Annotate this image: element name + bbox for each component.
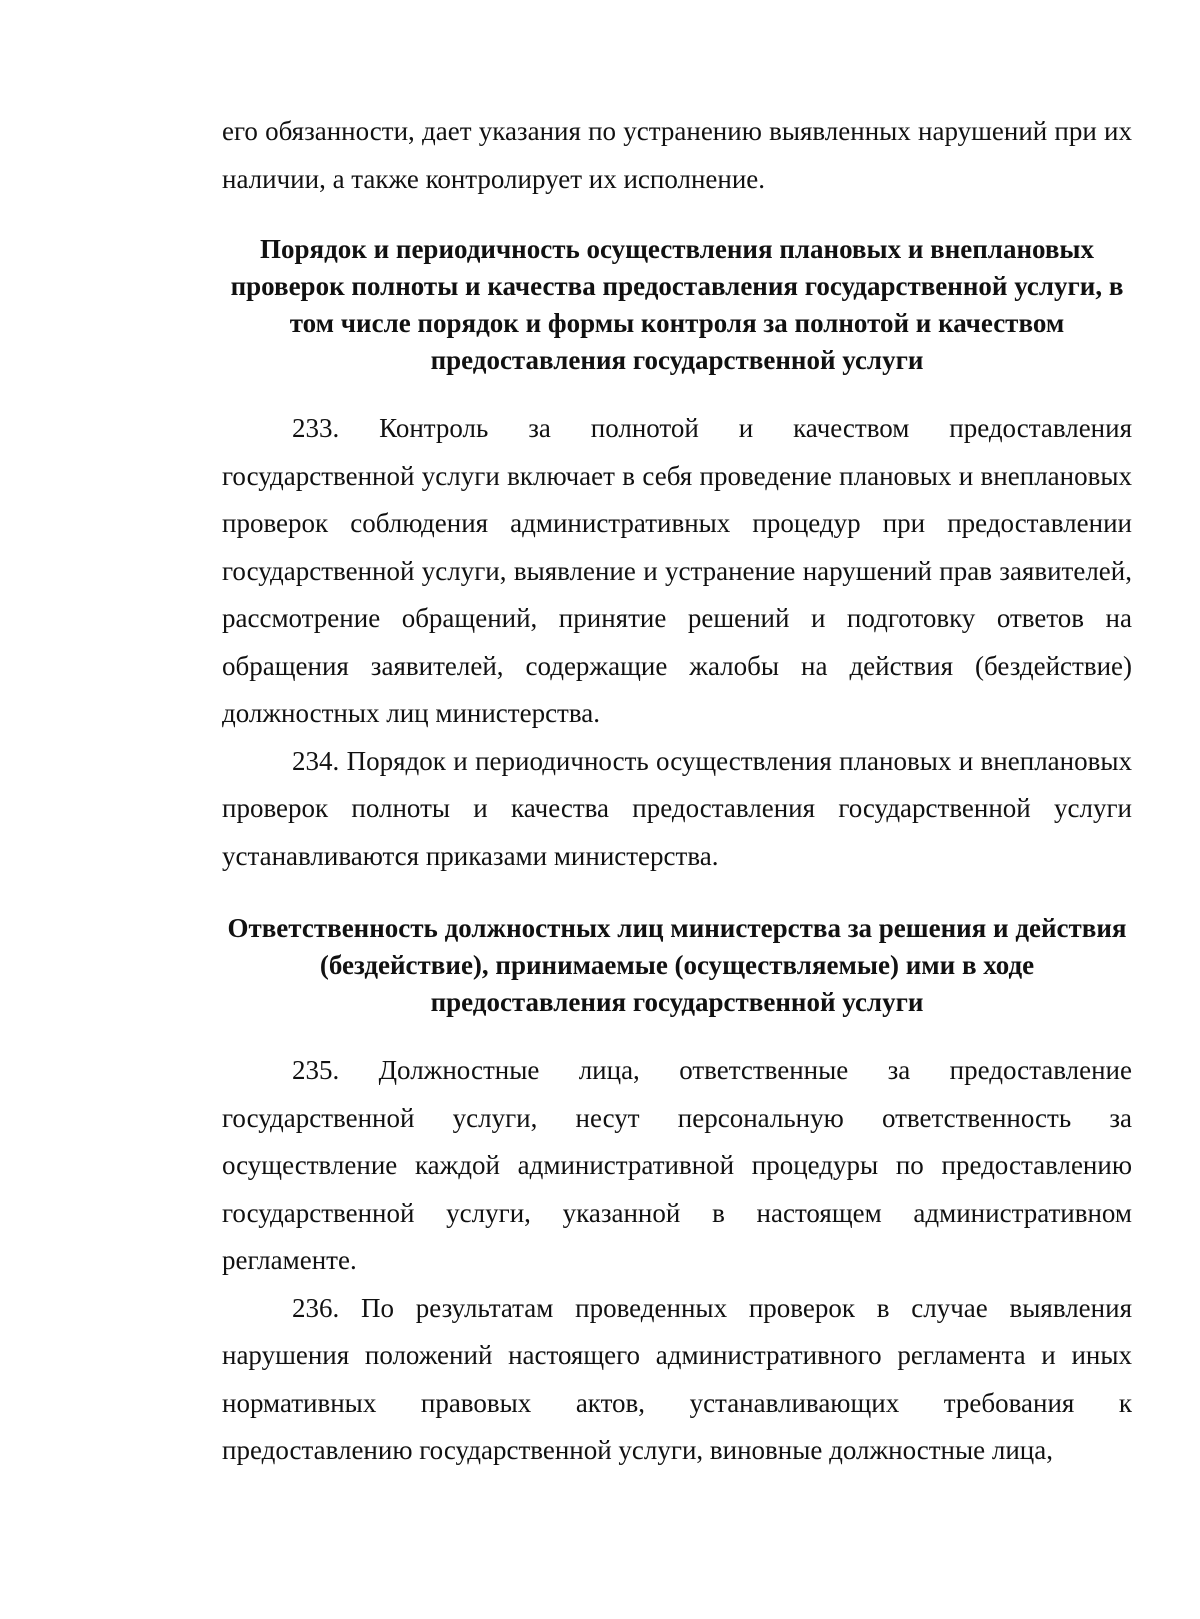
document-page — [222, 108, 1132, 1475]
paragraph-234: 234. Порядок и периодичность осуществления плановых и внеплановых проверок полноты и качества предоставления государственной услуги устанавливаются приказами министерства. — [222, 745, 1132, 871]
paragraph-233: 233. Контроль за полнотой и качеством предоставления государственной услуги включает в себя проведение плановых и внеплановых проверок соблюдения административных процедур при предоставлении государственной услуги, выявление и устранение нарушений прав заявителей, рассмотрение обращений, принятие решений и подготовку ответов на обращения заявителей, содержащие жалобы на действия (бездействие) должностных лиц министерства. — [222, 413, 1132, 728]
paragraph-236: 236. По результатам проведенных проверок в случае выявления нарушения положений настоящего административного регламента и иных нормативных правовых актов, устанавливающих требования к предоставлению государственной услуги, виновные должностные лица, — [222, 1292, 1132, 1465]
section-heading-responsibility: Ответственность должностных лиц министерства за решения и действия (бездействие), принимаемые (осуществляемые) ими в ходе предоставления государственной услуги — [227, 913, 1127, 1017]
section-heading-inspections: Порядок и периодичность осуществления плановых и внеплановых проверок полноты и качества предоставления государственной услуги, в том числе порядок и формы контроля за полнотой и качеством предоставления государственной услуги — [230, 234, 1124, 375]
paragraph-235: 235. Должностные лица, ответственные за предоставление государственной услуги, несут персональную ответственность за осуществление каждой административной процедуры по предоставлению государственной услуги, указанной в настоящем административном регламенте. — [222, 1055, 1132, 1275]
paragraph-continuation: его обязанности, дает указания по устранению выявленных нарушений при их наличии, а также контролирует их исполнение. — [222, 116, 1132, 194]
